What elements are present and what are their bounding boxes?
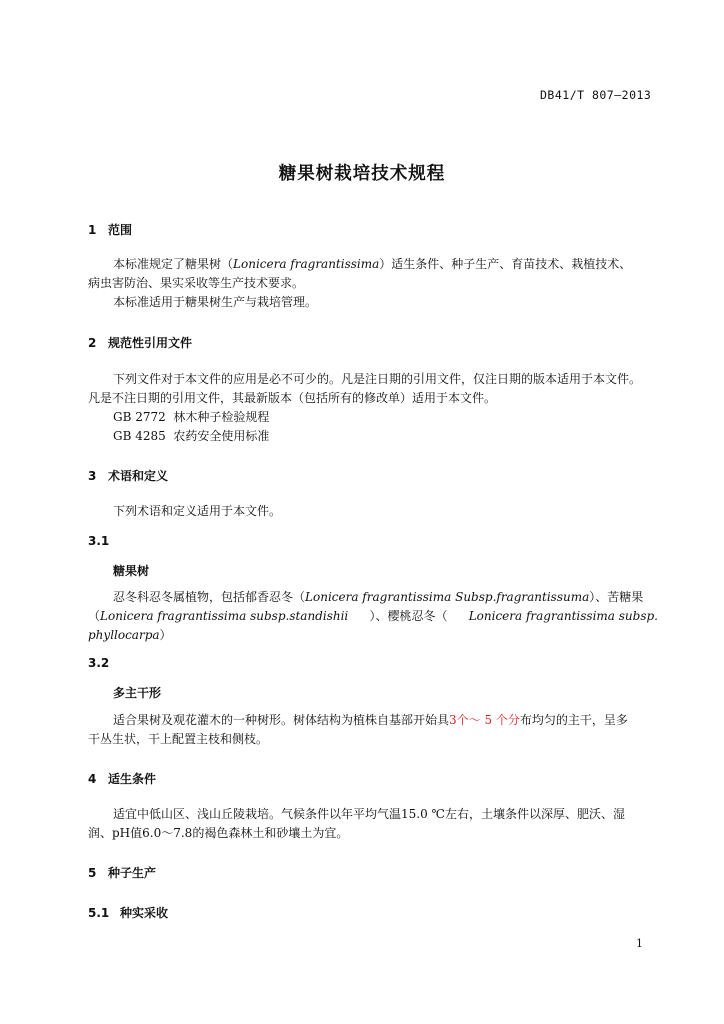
latin-name: phyllocarpa <box>88 628 160 642</box>
section-title: 规范性引用文件 <box>108 336 193 350</box>
definition-2-line-1 <box>113 711 628 730</box>
text-span: 布均匀的主干，呈多 <box>519 713 628 727</box>
document-number: DB41/T 807—2013 <box>540 88 652 102</box>
section-title: 范围 <box>108 223 133 237</box>
reference-item-2: GB 4285 农药安全使用标准 <box>113 429 270 443</box>
section-title: 种实采收 <box>120 906 169 920</box>
term-title-1: 糖果树 <box>113 564 150 578</box>
section-number: 5 <box>88 866 97 880</box>
reference-paragraph-line-1: 下列文件对于本文件的应用是必不可少的。凡是注日期的引用文件，仅注日期的版本适用于本文件。 <box>113 372 642 386</box>
text-span: ）适生条件、种子生产、育苗技术、栽植技术、 <box>379 257 632 271</box>
section-title: 术语和定义 <box>108 469 169 483</box>
page-number: 1 <box>636 937 643 950</box>
definition-2-line-2: 干丛生状，干上配置主枝和侧枝。 <box>88 732 269 746</box>
latin-name: Lonicera fragrantissima subsp.standishii <box>100 609 349 623</box>
latin-name: Lonicera fragrantissima subsp. <box>468 609 658 623</box>
section-heading-3 <box>88 467 168 484</box>
text-span: 忍冬科忍冬属植物，包括郁香忍冬（ <box>113 590 306 604</box>
text-span: 本标准规定了糖果树（ <box>113 257 234 271</box>
section-number: 5.1 <box>88 906 110 920</box>
section-title: 种子生产 <box>108 866 157 880</box>
subsection-number-3-2: 3.2 <box>88 656 110 670</box>
text-span: ） <box>159 628 172 642</box>
section-heading-5 <box>88 864 156 881</box>
latin-name: Lonicera fragrantissima <box>233 257 380 271</box>
definition-1-line-1 <box>113 588 643 607</box>
section-heading-1 <box>88 221 132 238</box>
conditions-line-1: 适宜中低山区、浅山丘陵栽培。气候条件以年平均气温15.0 ℃左右，土壤条件以深厚、肥沃、湿 <box>113 807 625 821</box>
section-title: 适生条件 <box>108 772 157 786</box>
text-span: ）、苦糖果 <box>589 590 644 604</box>
section-number: 3 <box>88 469 97 483</box>
latin-name: Lonicera fragrantissima Subsp.fragrantissuma <box>305 590 590 604</box>
document-title: 糖果树栽培技术规程 <box>278 164 446 184</box>
text-span: ）、樱桃忍冬（ <box>369 609 448 623</box>
definition-1-line-3 <box>88 626 172 645</box>
text-span: 适合果树及观花灌木的一种树形。树体结构为植株自基部开始具 <box>113 713 450 727</box>
reference-item-1: GB 2772 林木种子检验规程 <box>113 410 270 424</box>
section-number: 2 <box>88 336 97 350</box>
subsection-number-3-1: 3.1 <box>88 534 110 548</box>
scope-paragraph-line-1 <box>113 255 631 274</box>
terms-intro: 下列术语和定义适用于本文件。 <box>113 504 282 518</box>
term-title-2: 多主干形 <box>113 686 162 700</box>
reference-paragraph-line-2: 凡是不注日期的引用文件，其最新版本（包括所有的修改单）适用于本文件。 <box>88 391 497 405</box>
highlighted-text: 3个～ 5 个分 <box>449 713 520 727</box>
conditions-line-2: 润、pH值6.0～7.8的褐色森林土和砂壤土为宜。 <box>88 826 349 840</box>
section-heading-2 <box>88 334 192 351</box>
scope-paragraph-2: 本标准适用于糖果树生产与栽培管理。 <box>113 295 318 309</box>
section-number: 4 <box>88 772 97 786</box>
section-heading-5-1 <box>88 904 168 921</box>
text-span: （ <box>88 609 101 623</box>
section-number: 1 <box>88 223 97 237</box>
section-heading-4 <box>88 770 156 787</box>
definition-1-line-2 <box>88 607 658 626</box>
scope-paragraph-line-2: 病虫害防治、果实采收等生产技术要求。 <box>88 276 305 290</box>
